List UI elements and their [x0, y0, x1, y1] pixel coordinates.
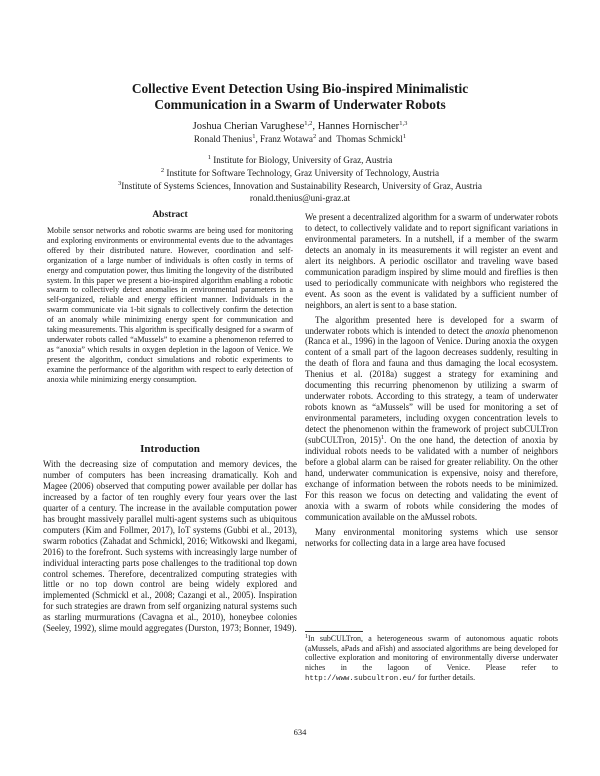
affiliation-mark: 3 — [117, 180, 122, 187]
author-affil-mark: 1,3 — [399, 120, 408, 127]
title-line-2: Communication in a Swarm of Underwater Robots — [154, 97, 446, 112]
author-affil-mark: 2 — [312, 133, 317, 140]
paragraph-text: We present a decentralized algorithm for a swarm of underwater robots to detect, to collectively validate and to report significant variations in environmental parameters. In a nutshell, if a member of the swarm detects an anomaly in its measurements it will register an event and alert its neighbors. A periodic oscillator and traveling wave based communication paradigm inspired by slime mould and fireflies is then used to periodically communicate with neighbors who registered the event. As soon as the event is validated by a sufficient number of neighbors, an alert is sent to a base station. — [305, 212, 558, 310]
contact-email: ronald.thenius@uni-graz.at — [249, 193, 351, 203]
affiliation-3 — [40, 181, 560, 192]
abstract-heading: Abstract — [152, 210, 188, 220]
introduction-heading: Introduction — [140, 443, 200, 455]
author-line-2: Ronald Thenius$^1$, Franz Wotawa$^2$ and Thomas Schmickl$^1$ — [193, 133, 407, 144]
affiliation-mark: 1 — [207, 154, 211, 161]
page-number: 634 — [293, 727, 307, 737]
footnote-url[interactable]: http://www.subcultron.eu/ — [305, 674, 416, 683]
author-name: Franz Wotawa — [260, 134, 313, 144]
paragraph-text: . On the one hand, the detection of anoxia by individual robots needs to be validated with a number of neighbors before a global alarm can be raised for greater reliability. On the other hand, underwater communication is expensive, noisy and therefore, exchange of information between the robots needs to be minimized. For this reason we focus on detecting and validating the event of anoxia with a swarm of robots while considering the modes of communication available on the aMussel robots. — [305, 435, 558, 522]
paragraph — [305, 527, 558, 549]
introduction-text: With the decreasing size of computation and memory devices, the number of computers has been increasing dramatically. Koh and Magee (2006) observed that computing power available per dollar has increased by a factor of ten roughly every four years over the last quarter of a century. The increase in the available computation power has brought massively parallel multi-agent systems such as ubiquitous computers (Kim and Follmer, 2017), IoT systems (Gubbi et al., 2013), swarm robotics (Zahadat and Schmickl, 2016; Witkowski and Ikegami, 2016) to the forefront. Such systems with increasingly large number of individual interacting parts pose challenges to the traditional top down control schemes. Therefore, decentralized computing strategies with little or no top down control are being widely explored and implemented (Schmickl et al., 2008; Cazangi et al., 2005). Inspiration for such strategies are drawn from self organizing natural systems such as starling murmurations (Cavagna et al., 2010), honeybee colonies (Seeley, 1992), slime mould aggregates (Durston, 1973; Bonner, 1949). — [43, 459, 297, 634]
paragraph-text: The algorithm presented here is developed for a swarm of underwater robots which is intended to detect the — [305, 314, 558, 336]
footnote-ref: 1 — [380, 434, 385, 442]
footnote — [305, 634, 558, 685]
author-affil-mark: 1 — [402, 133, 407, 140]
affiliation-mark: 2 — [160, 167, 165, 174]
paragraph — [305, 212, 558, 311]
author-affil-mark: 1 — [252, 133, 256, 140]
right-column-body — [305, 212, 558, 549]
footnote-rule — [305, 631, 363, 632]
author-name: Joshua Cherian Varughese — [192, 121, 305, 132]
title-line-1: Collective Event Detection Using Bio-inspired Minimalistic — [131, 81, 469, 96]
affiliation-text: Institute for Software Technology, Graz University of Technology, Austria — [166, 168, 440, 178]
emphasis-term: anoxia — [485, 325, 510, 336]
author-affil-mark: 1,2 — [304, 120, 313, 127]
author-name: Hannes Hornischer — [317, 121, 400, 132]
author-line-1: Joshua Cherian Varughese$^{1,2}$, Hannes Hornischer$^{1,3}$ — [192, 120, 408, 132]
affiliation-text: Institute of Systems Sciences, Innovation and Sustainability Research, University of Graz, Austria — [121, 181, 483, 191]
footnote-mark: 1 — [305, 634, 308, 640]
paragraph-text: Many environmental monitoring systems which use sensor networks for collecting data in a large area have focused — [305, 526, 558, 548]
paragraph — [305, 315, 558, 523]
author-name: Thomas Schmickl — [336, 134, 403, 144]
author-name: Ronald Thenius — [193, 134, 253, 144]
footnote-text: In subCULTron, a heterogeneous swarm of autonomous aquatic robots (aMussels, aPads and aFish) and associated algorithms are being developed for collective exploration and monitoring of environmentally diverse underwater niches in the lagoon of Venice. Please refer to — [305, 634, 558, 673]
paragraph-text: phenomenon (Ranca et al., 1996) in the lagoon of Venice. During anoxia the oxygen content of a small part of the lagoon decreases suddenly, resulting in the death of flora and fauna and thus damaging the local ecosystem. Thenius et al. (2018a) suggest a strategy for examining and documenting this recurring phenomenon by utilizing a swarm of underwater robots. According to this strategy, a team of underwater robots known as “aMussels” will be used for monitoring a set of environmental parameters, including oxygen concentration levels to detect the phenomenon within the framework of project subCULTron (subCULTron, 2015) — [305, 325, 558, 446]
paper-title — [40, 81, 560, 113]
affiliation-1 — [40, 155, 560, 166]
footnote-text-end: for further details. — [415, 672, 476, 682]
affiliation-2 — [40, 168, 560, 179]
affiliation-text: Institute for Biology, University of Graz, Austria — [213, 155, 393, 165]
abstract-text: Mobile sensor networks and robotic swarms are being used for monitoring and exploring environments or environmental events due to the advantages offered by their distributed nature. However, coordination and self-organization of a large number of individuals is often costly in terms of energy and computation power, thus limiting the longevity of the distributed system. In this paper we present a bio-inspired algorithm enabling a robotic swarm to collectively detect anomalies in environmental parameters in a self-organized, reliable and energy efficient manner. Individuals in the swarm communicate via 1-bit signals to collectively confirm the detection of an anomaly while minimizing energy spent for communication and taking measurements. This algorithm is specifically designed for a swarm of underwater robots called “aMussels” to examine a phenomenon referred to as “anoxia” which results in oxygen depletion in the lagoon of Venice. We present the algorithm, conduct simulations and robotic experiments to examine the performance of the algorithm with respect to early detection of anoxia while minimizing energy consumption. — [47, 226, 293, 384]
